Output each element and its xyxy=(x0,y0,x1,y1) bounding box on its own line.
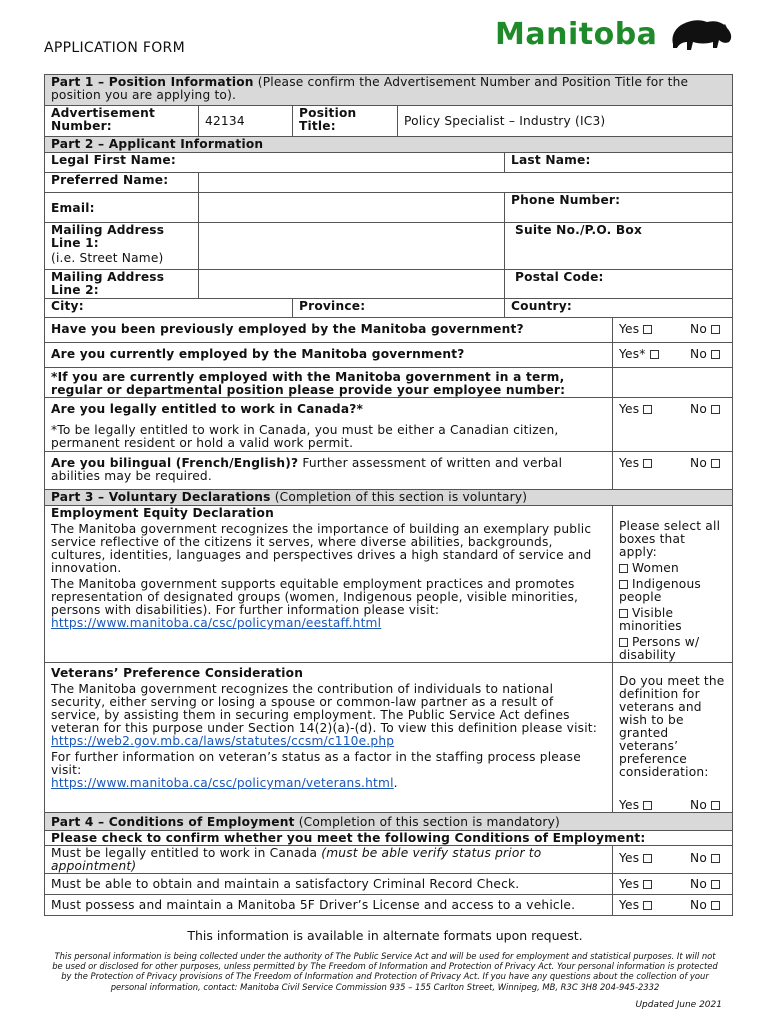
privacy-disclaimer: This personal information is being collected under the authority of The Public Service Act and will be used for employment and statistical purposes. It will not be used or disclosed for other purposes, unless permitted by The Freedom of Information and Protection of Privacy Act. Your personal information is protected by the Protection of Privacy provisions of The Freedom of Information and Protection of Privacy Act. If you have any questions about the collection of your personal information, contact: Manitoba Civil Service Commission 935 – 155 Carlton Street, Winnipeg, MB, R3C 3H8 204-945-2332 xyxy=(52,951,718,992)
prev-yes-label: Yes xyxy=(619,322,640,336)
email-input[interactable] xyxy=(199,193,505,223)
last-name-label: Last Name: xyxy=(511,153,591,167)
c1-no-label: No xyxy=(690,851,707,865)
adv-number-label: Advertisement Number: xyxy=(51,106,155,133)
curr-yes-label: Yes* xyxy=(619,347,646,361)
q-previous-cell xyxy=(45,318,613,343)
opt-visible[interactable] xyxy=(619,607,726,633)
bilingual-yes-checkbox[interactable] xyxy=(619,457,652,470)
suite-label: Suite No./P.O. Box xyxy=(515,223,643,237)
vet-no-label: No xyxy=(690,798,707,812)
application-table xyxy=(44,74,733,916)
part2-header xyxy=(45,137,733,153)
employee-number-note xyxy=(45,368,613,398)
province-field[interactable] xyxy=(293,299,505,318)
c2-no-label: No xyxy=(690,877,707,891)
part1-heading: Part 1 – Position Information xyxy=(51,75,254,89)
c2-no-checkbox[interactable] xyxy=(690,878,720,891)
vet-link-1[interactable]: https://web2.gov.mb.ca/laws/statutes/ccsm/c110e.php xyxy=(51,734,395,748)
ee-paragraph-2: The Manitoba government supports equitable employment practices and promotes representation of designated groups (women, Indigenous people, visible minorities, persons with disabilities). For further information please visit: xyxy=(51,577,579,617)
q-previous-label: Have you been previously employed by the Manitoba government? xyxy=(51,322,524,336)
first-name-label: Legal First Name: xyxy=(51,153,176,167)
q-bilingual-cell xyxy=(45,452,613,490)
email-label: Email: xyxy=(51,200,95,215)
preferred-name-input[interactable] xyxy=(199,173,733,193)
city-label: City: xyxy=(51,299,84,313)
q-current-cell xyxy=(45,343,613,368)
condition-1-text: Must be legally entitled to work in Canada xyxy=(51,846,322,860)
q-legal-cell xyxy=(45,398,613,452)
vet-yes-checkbox[interactable] xyxy=(619,799,652,812)
condition-1-cell xyxy=(45,846,613,874)
ee-paragraph-1: The Manitoba government recognizes the importance of building an exemplary public service reflective of the citizens it serves, where diverse abilities, backgrounds, cultures, identities, languages and perspectives drives a high standard of service and innovation. xyxy=(51,522,592,575)
condition-3-answer xyxy=(613,895,733,916)
opt-indigenous-label: Indigenous people xyxy=(619,577,701,604)
curr-no-label: No xyxy=(690,347,707,361)
bilingual-no-checkbox[interactable] xyxy=(690,457,720,470)
part1-header xyxy=(45,75,733,106)
c3-yes-label: Yes xyxy=(619,898,640,912)
manitoba-logo xyxy=(495,14,735,54)
q-legal-label: Are you legally entitled to work in Canada?* xyxy=(51,402,364,416)
opt-disability-label: Persons w/ disability xyxy=(619,635,700,662)
veterans-cell: Veterans’ Preference Consideration The Manitoba government recognizes the contribution of individuals to national security, either serving or losing a spouse or common-law partner as a result of service, by assisting them in securing employment. The Public Service Act defines veteran for this purpose under Section 14(2)(a)-(d). To view this definition please visit: https://web2.gov.mb.ca/laws/statutes/ccsm/c110e.php For further information on veteran’s status as a factor in the staffing process please visit: https://www.manitoba.ca/csc/policyman/veterans.html. xyxy=(45,663,613,813)
postal-label: Postal Code: xyxy=(515,270,604,284)
condition-3-text: Must possess and maintain a Manitoba 5F Driver’s License and access to a vehicle. xyxy=(51,898,576,912)
mail1-label-cell xyxy=(45,223,199,270)
country-field[interactable] xyxy=(505,299,733,318)
employee-number-text: *If you are currently employed with the Manitoba government in a term, regular or departmental position please provide your employee number: xyxy=(51,370,566,397)
prev-no-label: No xyxy=(690,322,707,336)
form-title: APPLICATION FORM xyxy=(44,40,185,56)
phone-field[interactable] xyxy=(505,193,733,223)
part1-note: (Please confirm the Advertisement Number and Position Title for the position you are applying to). xyxy=(51,75,689,102)
veterans-answer-cell xyxy=(613,663,733,813)
vet-paragraph-1: The Manitoba government recognizes the contribution of individuals to national security, either serving or losing a spouse or common-law partner as a result of service, by assisting them in securing employment. The Public Service Act defines veteran for this purpose under Section 14(2)(a)-(d). To view this definition please visit: xyxy=(51,682,598,735)
adv-label-cell xyxy=(45,106,199,137)
curr-no-checkbox[interactable] xyxy=(690,348,720,361)
mail2-input[interactable] xyxy=(199,270,505,299)
c2-yes-checkbox[interactable] xyxy=(619,878,652,891)
legal-no-label: No xyxy=(690,402,707,416)
position-title-label: Position Title: xyxy=(299,106,357,133)
part4-header xyxy=(45,813,733,831)
province-label: Province: xyxy=(299,299,366,313)
opt-women-label: Women xyxy=(632,561,679,575)
condition-1-italic: (must be able verify status prior to appointment) xyxy=(51,846,542,873)
country-label: Country: xyxy=(511,299,572,313)
part3-heading: Part 3 – Voluntary Declarations xyxy=(51,490,271,504)
preferred-name-label: Preferred Name: xyxy=(51,173,169,187)
part3-header xyxy=(45,490,733,506)
vet-link-2[interactable]: https://www.manitoba.ca/csc/policyman/veterans.html xyxy=(51,776,394,790)
vet-yes-label: Yes xyxy=(619,798,640,812)
postal-field[interactable] xyxy=(505,270,733,299)
mail2-label: Mailing Address Line 2: xyxy=(51,270,165,297)
bilingual-no-label: No xyxy=(690,456,707,470)
part4-heading: Part 4 – Conditions of Employment xyxy=(51,815,295,829)
mail1-input[interactable] xyxy=(199,223,505,270)
conditions-check-cell xyxy=(45,831,733,846)
pos-label-cell xyxy=(293,106,398,137)
mail1-label: Mailing Address Line 1: xyxy=(51,223,165,250)
q-legal-answer xyxy=(613,398,733,452)
mail1-hint: (i.e. Street Name) xyxy=(51,251,164,265)
updated-date: Updated June 2021 xyxy=(635,1000,722,1010)
alternate-formats-note: This information is available in alternate formats upon request. xyxy=(187,928,583,943)
logo-text: Manitoba xyxy=(495,16,658,52)
ee-link[interactable]: https://www.manitoba.ca/csc/policyman/eestaff.html xyxy=(51,616,382,630)
part4-note: (Completion of this section is mandatory) xyxy=(294,815,560,829)
c3-yes-checkbox[interactable] xyxy=(619,899,652,912)
opt-disability[interactable] xyxy=(619,636,726,662)
c3-no-checkbox[interactable] xyxy=(690,899,720,912)
part2-heading: Part 2 – Applicant Information xyxy=(51,137,264,151)
c1-no-checkbox[interactable] xyxy=(690,852,720,865)
ee-options-cell xyxy=(613,506,733,663)
curr-yes-checkbox[interactable] xyxy=(619,348,659,361)
opt-indigenous[interactable] xyxy=(619,578,726,604)
legal-yes-checkbox[interactable] xyxy=(619,403,652,416)
vet-no-checkbox[interactable] xyxy=(690,799,720,812)
q-current-answer xyxy=(613,343,733,368)
q-bilingual-label: Are you bilingual (French/English)? xyxy=(51,456,299,470)
condition-2-cell xyxy=(45,874,613,895)
c1-yes-label: Yes xyxy=(619,851,640,865)
vet-question: Do you meet the definition for veterans and wish to be granted veterans’ preference consideration: xyxy=(619,674,725,779)
ee-declaration-cell xyxy=(45,506,613,663)
opt-visible-label: Visible minorities xyxy=(619,606,682,633)
position-title-value[interactable]: Policy Specialist – Industry (IC3) xyxy=(398,106,733,137)
email-label-cell xyxy=(45,193,199,223)
prev-yes-checkbox[interactable] xyxy=(619,323,652,336)
part3-note: (Completion of this section is voluntary) xyxy=(270,490,528,504)
vet-title: Veterans’ Preference Consideration xyxy=(51,666,304,680)
condition-3-cell xyxy=(45,895,613,916)
bison-icon xyxy=(663,14,735,54)
ee-select-label: Please select all boxes that apply: xyxy=(619,519,721,559)
c3-no-label: No xyxy=(690,898,707,912)
adv-number-value[interactable]: 42134 xyxy=(199,106,293,137)
q-bilingual-answer xyxy=(613,452,733,490)
vet-paragraph-2: For further information on veteran’s status as a factor in the staffing process please visit: xyxy=(51,750,581,777)
last-name-field[interactable] xyxy=(505,153,733,173)
first-name-field[interactable] xyxy=(45,153,505,173)
q-previous-answer xyxy=(613,318,733,343)
preferred-name-label-cell xyxy=(45,173,199,193)
condition-1-answer xyxy=(613,846,733,874)
c2-yes-label: Yes xyxy=(619,877,640,891)
condition-2-text: Must be able to obtain and maintain a satisfactory Criminal Record Check. xyxy=(51,877,520,891)
employee-number-input[interactable] xyxy=(613,368,733,398)
c1-yes-checkbox[interactable] xyxy=(619,852,652,865)
phone-label: Phone Number: xyxy=(511,193,621,207)
prev-no-checkbox[interactable] xyxy=(690,323,720,336)
mail2-label-cell xyxy=(45,270,199,299)
legal-no-checkbox[interactable] xyxy=(690,403,720,416)
condition-2-answer xyxy=(613,874,733,895)
q-current-label: Are you currently employed by the Manitoba government? xyxy=(51,347,465,361)
ee-title: Employment Equity Declaration xyxy=(51,506,274,520)
suite-field[interactable] xyxy=(505,223,733,270)
legal-yes-label: Yes xyxy=(619,402,640,416)
bilingual-note: Further assessment of written and verbal abilities may be required. xyxy=(51,456,563,483)
legal-note: *To be legally entitled to work in Canada, you must be either a Canadian citizen, permanent resident or hold a valid work permit. xyxy=(51,423,559,450)
opt-women[interactable] xyxy=(619,562,726,575)
conditions-check-label: Please check to confirm whether you meet the following Conditions of Employment: xyxy=(51,831,646,845)
bilingual-yes-label: Yes xyxy=(619,456,640,470)
city-field[interactable] xyxy=(45,299,293,318)
